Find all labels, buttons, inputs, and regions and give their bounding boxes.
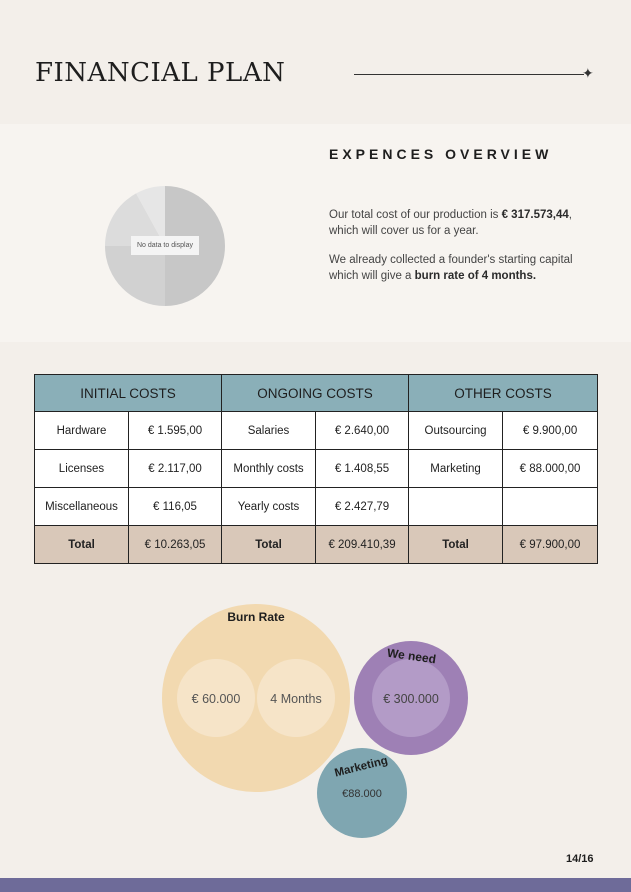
sparkle-icon: ✦ xyxy=(582,66,594,82)
pie-slice xyxy=(105,246,165,306)
table-cell: Licenses xyxy=(35,450,129,488)
header-ongoing-costs: ONGOING COSTS xyxy=(222,375,409,412)
table-cell: € 2.427,79 xyxy=(316,488,409,526)
we-need-amount: € 300.000 xyxy=(383,692,439,706)
table-cell: € 9.900,00 xyxy=(503,412,598,450)
header-initial-costs: INITIAL COSTS xyxy=(35,375,222,412)
title-divider-line xyxy=(354,74,584,75)
overview-paragraph-1 xyxy=(329,207,599,239)
table-cell: Outsourcing xyxy=(409,412,503,450)
total-value: € 10.263,05 xyxy=(129,526,222,564)
page-title: FINANCIAL PLAN xyxy=(35,58,286,88)
table-cell: Marketing xyxy=(409,450,503,488)
table-cell: € 2.117,00 xyxy=(129,450,222,488)
table-cell: € 88.000,00 xyxy=(503,450,598,488)
header-other-costs: OTHER COSTS xyxy=(409,375,598,412)
para1-prefix: Our total cost of our production is xyxy=(329,209,502,221)
section-heading: EXPENCES OVERVIEW xyxy=(329,146,553,162)
table-header-row xyxy=(35,375,598,412)
table-row xyxy=(35,450,598,488)
footer-bar xyxy=(0,878,631,892)
overview-paragraph-2 xyxy=(329,252,599,284)
table-cell: Salaries xyxy=(222,412,316,450)
total-label: Total xyxy=(222,526,316,564)
table-cell: € 1.408,55 xyxy=(316,450,409,488)
total-label: Total xyxy=(409,526,503,564)
table-cell: Miscellaneous xyxy=(35,488,129,526)
table-cell: € 116,05 xyxy=(129,488,222,526)
para2-prefix: We already collected a founder's starting capital which will give a xyxy=(329,254,573,282)
costs-table xyxy=(34,374,598,564)
total-value: € 97.900,00 xyxy=(503,526,598,564)
burn-rate-duration: 4 Months xyxy=(270,692,322,706)
table-cell xyxy=(503,488,598,526)
page-number: 14/16 xyxy=(566,853,594,865)
marketing-amount: €88.000 xyxy=(342,788,382,800)
total-label: Total xyxy=(35,526,129,564)
total-value: € 209.410,39 xyxy=(316,526,409,564)
table-cell: Yearly costs xyxy=(222,488,316,526)
table-total-row xyxy=(35,526,598,564)
burn-rate-label: Burn Rate xyxy=(227,610,285,624)
marketing-label: Marketing xyxy=(333,754,390,780)
we-need-label: We need xyxy=(386,645,437,667)
pie-no-data-label: No data to display xyxy=(131,236,199,255)
table-cell: € 2.640,00 xyxy=(316,412,409,450)
table-row xyxy=(35,488,598,526)
table-row xyxy=(35,412,598,450)
para1-suffix: , which will cover us for a year. xyxy=(329,209,572,237)
table-cell: Hardware xyxy=(35,412,129,450)
burn-rate-amount: € 60.000 xyxy=(191,692,241,706)
bubbles-infographic xyxy=(0,590,631,850)
total-cost-amount: € 317.573,44 xyxy=(501,209,569,221)
table-cell: Monthly costs xyxy=(222,450,316,488)
table-cell xyxy=(409,488,503,526)
burn-rate-highlight: burn rate of 4 months. xyxy=(414,270,537,282)
table-cell: € 1.595,00 xyxy=(129,412,222,450)
